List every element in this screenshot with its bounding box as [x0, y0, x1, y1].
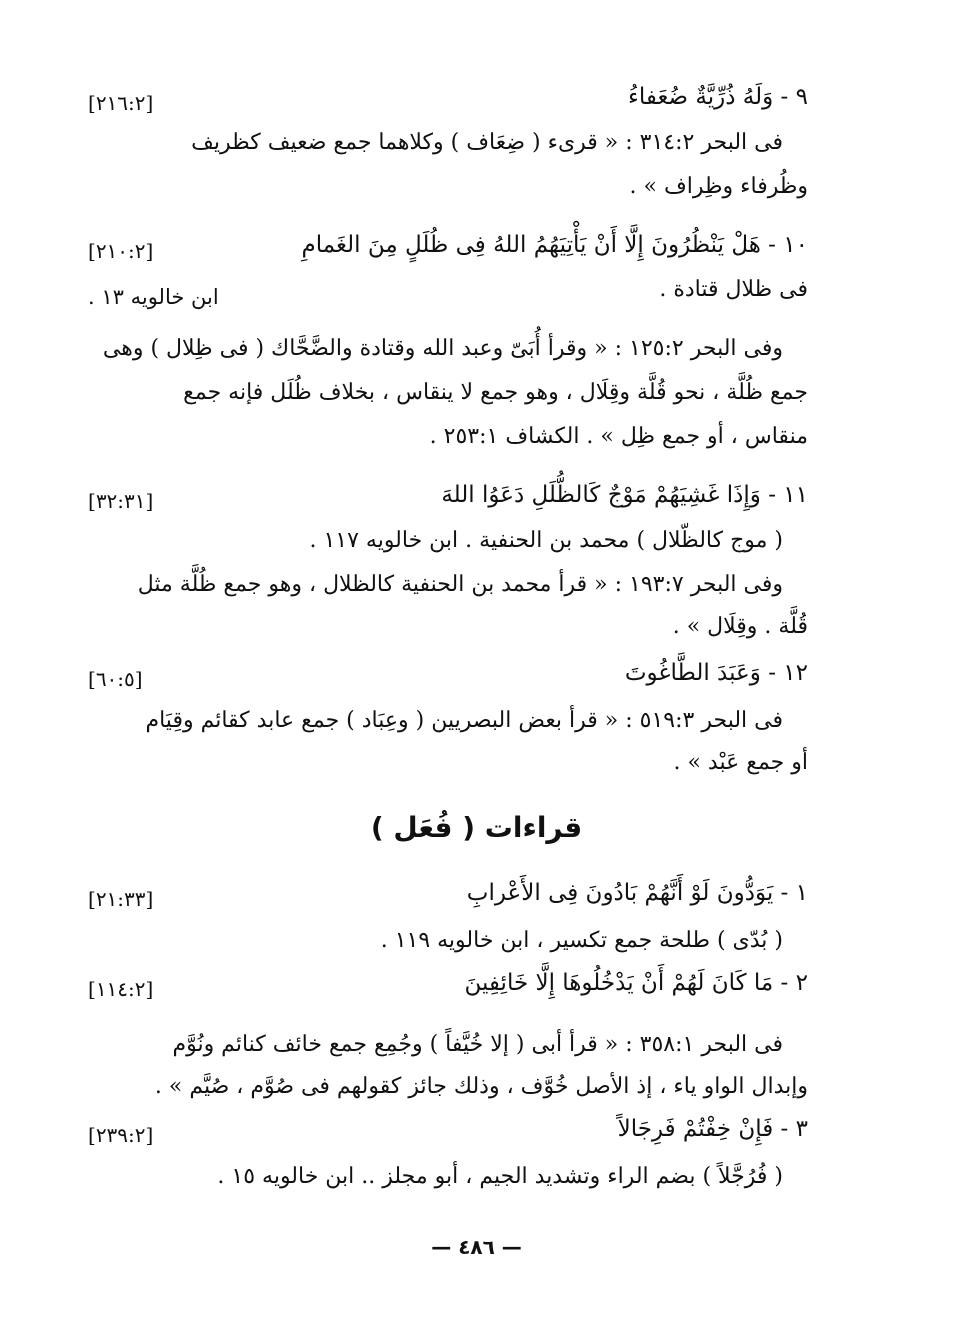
page-number: — ٤٨٦ — — [431, 1235, 522, 1259]
commentary-line: وظُرفاء وظِراف » . — [629, 174, 808, 199]
verse-9-reference: [٢١٦:٢] — [88, 91, 154, 115]
commentary-line: أو جمع عَبْد » . — [673, 750, 808, 775]
verse-11: ١١ - وَإِذَا غَشِيَهُمْ مَوْجٌ كَالظُّلَلِ دَعَوُا اللهَ — [441, 482, 808, 508]
commentary-line: وفى البحر ١٢٥:٢ : « وقرأ أُبَىّ وعبد الله وقتادة والضَّحَّاك ( فى ظِلال ) وهى — [102, 336, 783, 361]
section-verse-2-reference: [١١٤:٢] — [88, 977, 154, 1001]
commentary-line: فى البحر ٥١٩:٣ : « قرأ بعض البصريين ( وعِبَاد ) جمع عابد كقائم وقِيَام — [145, 708, 783, 733]
verse-9: ٩ - وَلَهُ ذُرِّيَّةٌ ضُعَفاءُ — [628, 84, 808, 110]
reading-note: فى ظلال قتادة . — [659, 277, 808, 302]
section-verse-3-reference: [٢٣٩:٢] — [88, 1123, 154, 1147]
section-verse-1: ١ - يَوَدُّونَ لَوْ أَنَّهُمْ بَادُونَ فِى الأَعْرابِ — [466, 880, 808, 906]
section-verse-2: ٢ - مَا كَانَ لَهُمْ أَنْ يَدْخُلُوهَا إِلَّا خَائِفِينَ — [464, 970, 808, 996]
commentary-line: فى البحر ٣٥٨:١ : « قرأ أبى ( إلا خُيَّفاً ) وجُمِع جمع خائف كنائم ونُوَّم — [172, 1032, 783, 1057]
section-verse-1-reference: [٢١:٣٣] — [88, 887, 154, 911]
section-verse-3: ٣ - فَإِنْ خِفْتُمْ فَرِجَالاً — [617, 1116, 808, 1142]
verse-10-reference: [٢١٠:٢] — [88, 239, 154, 263]
reading-note: ( فُرُجَّلاً ) بضم الراء وتشديد الجيم ، أبو مجلز .. ابن خالويه ١٥ . — [217, 1164, 783, 1189]
verse-11-reference: [٣٢:٣١] — [88, 489, 154, 513]
reading-note: ( موج كالظّلال ) محمد بن الحنفية . ابن خالويه ١١٧ . — [309, 528, 783, 553]
reading-note: ( بُدّى ) طلحة جمع تكسير ، ابن خالويه ١١٩ . — [380, 928, 783, 953]
commentary-line: فى البحر ٣١٤:٢ : « قرىء ( ضِعَاف ) وكلاهما جمع ضعيف كظريف — [191, 130, 783, 155]
commentary-line: وإبدال الواو ياء ، إذ الأصل خُوَّف ، وذلك جائز كقولهم فى صُوَّم ، صُيَّم » . — [154, 1074, 808, 1099]
reading-source: ابن خالويه ١٣ . — [88, 285, 219, 309]
verse-12-reference: [٦٠:٥] — [88, 667, 143, 691]
commentary-line: وفى البحر ١٩٣:٧ : « قرأ محمد بن الحنفية كالظلال ، وهو جمع ظُلَّة مثل — [137, 572, 783, 597]
section-title: قراءات ( فُعَل ) — [370, 811, 583, 844]
verse-10: ١٠ - هَلْ يَنْظُرُونَ إِلَّا أَنْ يَأْتِيَهُمُ اللهُ فِى ظُلَلٍ مِنَ الغَمامِ — [301, 232, 808, 258]
commentary-line: جمع ظُلَّة ، نحو قُلَّة وقِلَال ، وهو جمع لا ينقاس ، بخلاف ظُلَل فإنه جمع — [183, 380, 808, 405]
commentary-line: منقاس ، أو جمع ظِل » . الكشاف ٢٥٣:١ . — [429, 424, 808, 449]
commentary-line: قُلَّة . وقِلَال » . — [672, 614, 808, 639]
verse-12: ١٢ - وَعَبَدَ الطَّاغُوتَ — [624, 660, 808, 686]
